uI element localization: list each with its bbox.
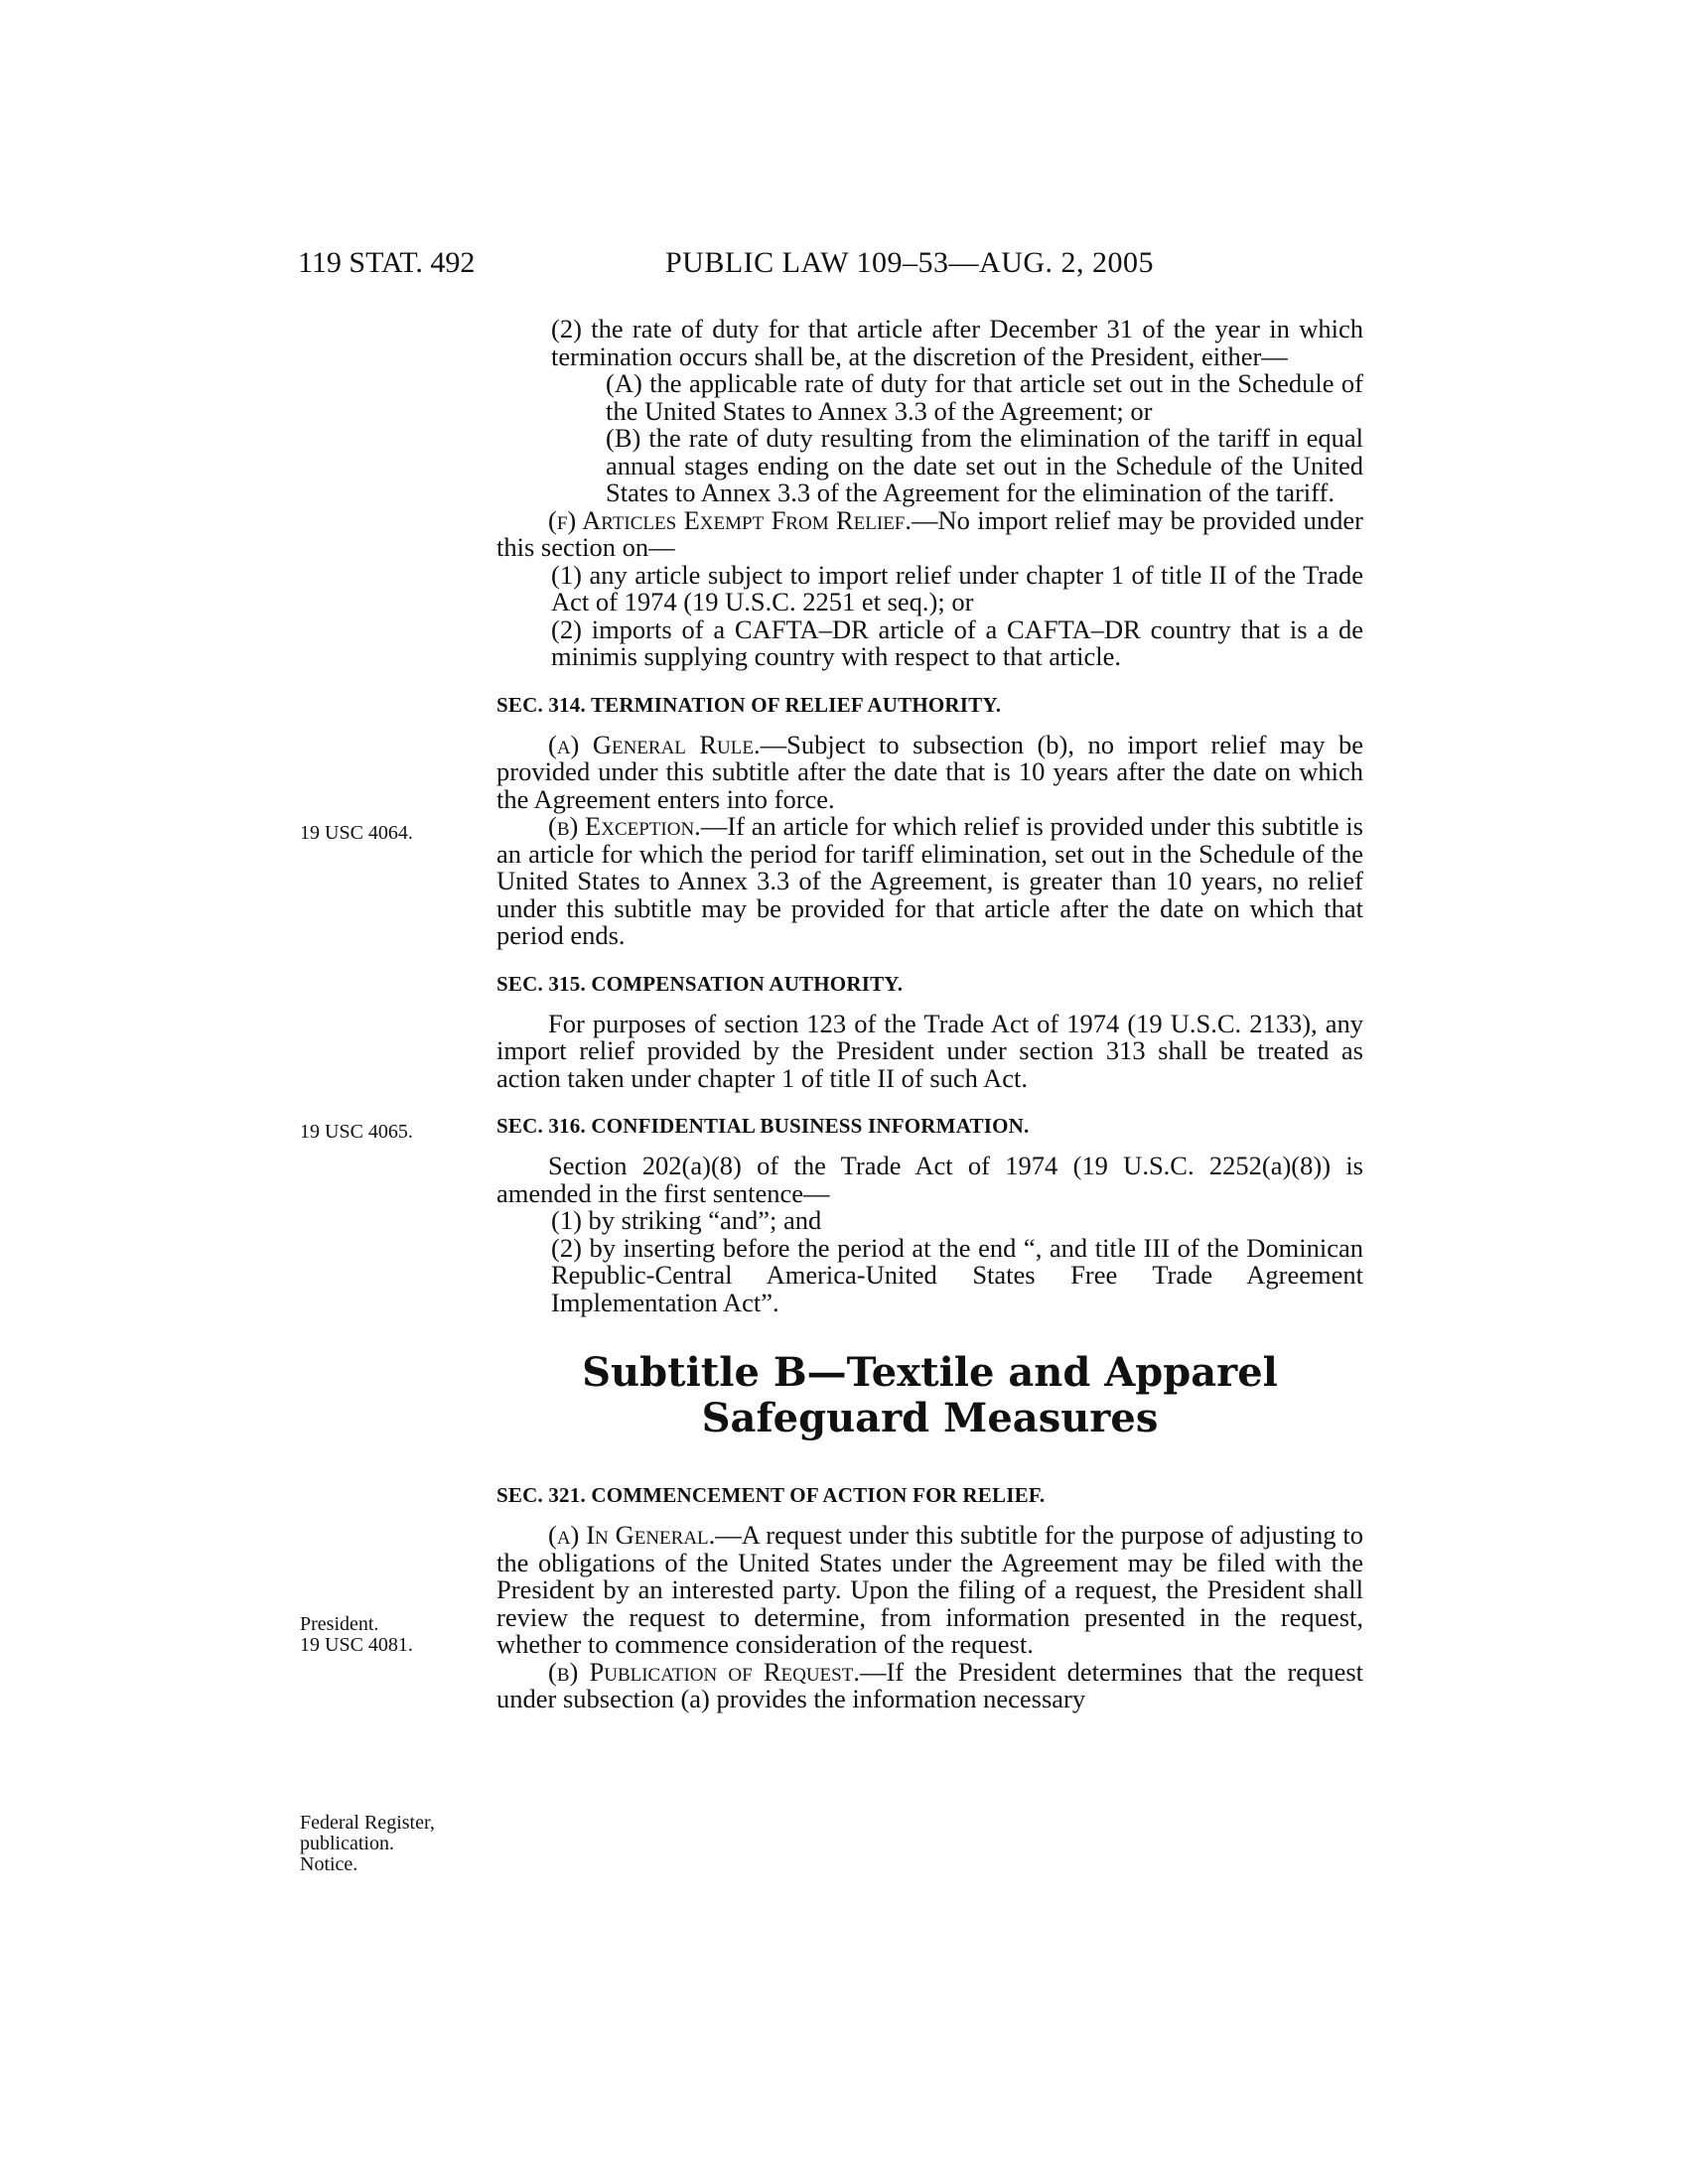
heading-in-general: (a) In General. <box>548 1520 716 1550</box>
heading-exception: (b) Exception. <box>548 811 701 841</box>
paragraph-321b-text: —If the President determines that the request under subsection (a) provides the information necessary <box>496 1656 1364 1713</box>
margin-note-president <box>300 1614 413 1656</box>
margin-note-19usc4064: 19 USC 4064. <box>300 822 413 844</box>
paragraph-314a-text: —Subject to subsection (b), no import relief may be provided under this subtitle after the date that is 10 years after the date on which the Agreement enters into force. <box>496 729 1363 814</box>
heading-publication-of-request: (b) Publication of Request. <box>548 1656 860 1687</box>
margin-note-president-label: President. <box>300 1613 379 1635</box>
paragraph-321a-text: —A request under this subtitle for the purpose of adjusting to the obligations of the United States under the Agreement may be filed with the President by an interested party. Upon the filing of a request, the President shall review the request to determine, from information presented in the request, whether to commence consideration of the request. <box>496 1520 1363 1659</box>
margin-note-notice: Notice. <box>300 1853 358 1875</box>
statute-page-number: 119 STAT. 492 <box>298 246 476 279</box>
section-314-heading: SEC. 314. TERMINATION OF RELIEF AUTHORITY. <box>496 692 1002 717</box>
paragraph-e2B: (B) the rate of duty resulting from the elimination of the tariff in equal annual stages ending on the date set out in the Schedule of the United States to Annex 3.3 of the Agreement for the elimination of the tariff. <box>606 423 1363 507</box>
paragraph-315: For purposes of section 123 of the Trade Act of 1974 (19 U.S.C. 2133), any import relief provided by the President under section 313 shall be treated as action taken under chapter 1 of title II of such Act. <box>496 1008 1363 1093</box>
paragraph-e2: (2) the rate of duty for that article after December 31 of the year in which termination occurs shall be, at the discretion of the President, either— <box>551 314 1363 371</box>
paragraph-f1: (1) any article subject to import relief under chapter 1 of title II of the Trade Act of 1974 (19 U.S.C. 2251 et seq.); or <box>551 559 1363 616</box>
margin-note-19usc4081: 19 USC 4081. <box>300 1634 413 1656</box>
margin-note-federal-register-label: Federal Register, <box>300 1812 435 1834</box>
section-321-heading: SEC. 321. COMMENCEMENT OF ACTION FOR RELIEF. <box>496 1483 1046 1507</box>
section-315-heading: SEC. 315. COMPENSATION AUTHORITY. <box>496 971 904 996</box>
paragraph-316-2: (2) by inserting before the period at the end “, and title III of the Dominican Republic-Central America-United States Free Trade Agreement Implementation Act”. <box>551 1232 1363 1317</box>
subtitle-b-heading: Subtitle B—Textile and Apparel Safeguard Measures <box>582 1349 1278 1441</box>
paragraph-316-1: (1) by striking “and”; and <box>551 1205 822 1235</box>
margin-note-federal-register <box>300 1813 435 1875</box>
margin-note-19usc4065: 19 USC 4065. <box>300 1121 413 1143</box>
running-header <box>0 246 1688 286</box>
paragraph-314b <box>496 813 1363 950</box>
paragraph-e2A: (A) the applicable rate of duty for that article set out in the Schedule of the United States to Annex 3.3 of the Agreement; or <box>606 368 1363 426</box>
paragraph-321a <box>496 1522 1363 1659</box>
paragraph-f-text: —No import relief may be provided under this section on— <box>496 504 1363 562</box>
paragraph-f <box>496 504 1363 562</box>
margin-note-publication: publication. <box>300 1833 394 1854</box>
paragraph-321b <box>496 1656 1364 1713</box>
page-body <box>496 316 1363 1713</box>
paragraph-314b-text: —If an article for which relief is provided under this subtitle is an article for which the period for tariff elimination, set out in the Schedule of the United States to Annex 3.3 of the Agreement, is greater than 10 years, no relief under this subtitle may be provided for that article after the date on which that period ends. <box>496 811 1363 950</box>
paragraph-f2: (2) imports of a CAFTA–DR article of a CAFTA–DR country that is a de minimis supplying country with respect to that article. <box>551 614 1363 671</box>
heading-general-rule: (a) General Rule. <box>548 729 761 759</box>
public-law-title: PUBLIC LAW 109–53—AUG. 2, 2005 <box>665 246 1155 279</box>
section-316-heading: SEC. 316. CONFIDENTIAL BUSINESS INFORMATION. <box>496 1114 1030 1138</box>
heading-articles-exempt: (f) Articles Exempt From Relief. <box>548 504 913 535</box>
paragraph-314a <box>496 729 1363 814</box>
paragraph-316: Section 202(a)(8) of the Trade Act of 1974 (19 U.S.C. 2252(a)(8)) is amended in the first sentence— <box>496 1151 1363 1208</box>
